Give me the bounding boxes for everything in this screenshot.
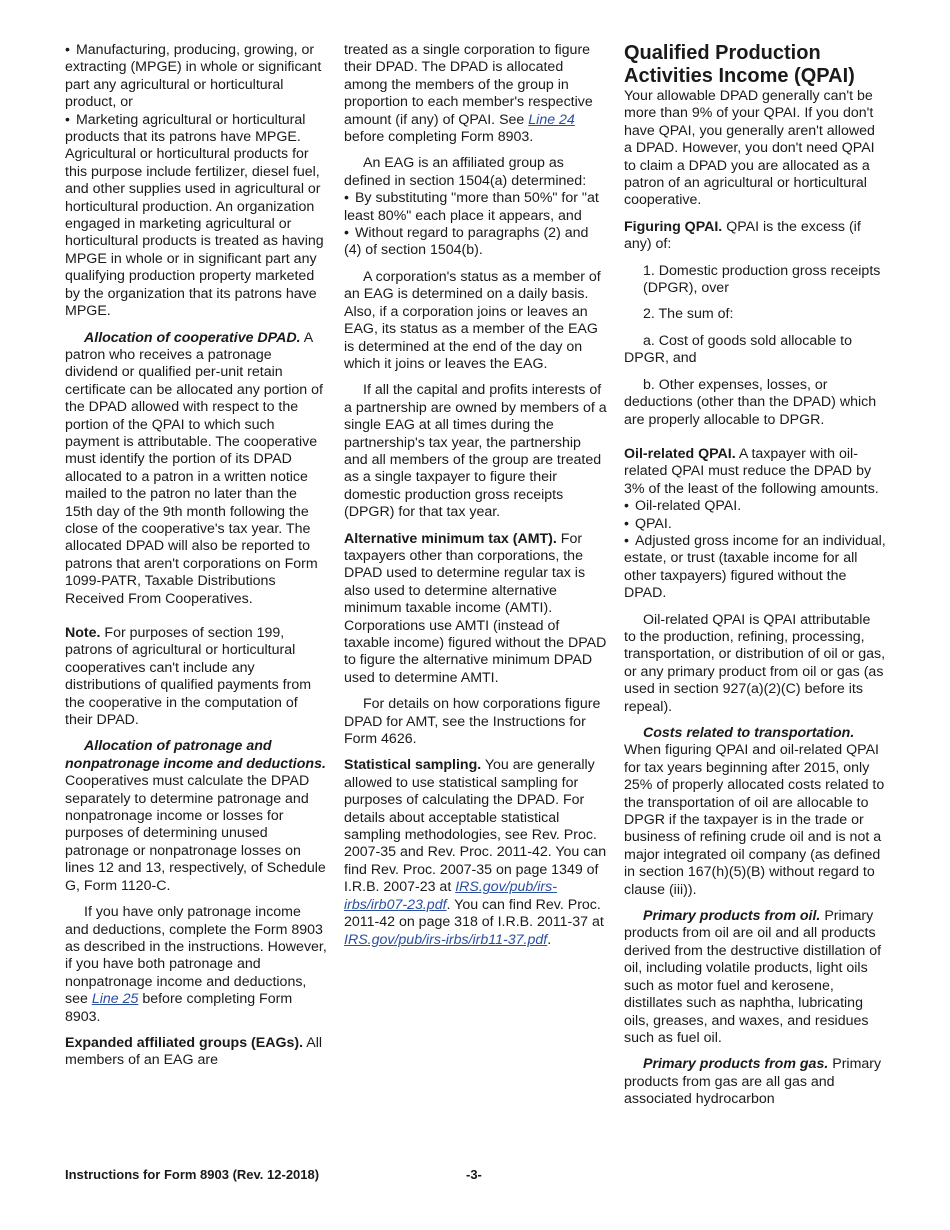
oil-related-definition-paragraph: Oil-related QPAI is QPAI attributable to the production, refining, processing, transportation, or distribution of oil or gas, or any primary product from oil or gas (as used in section 927(a)(2)(C) before its repeal). xyxy=(624,611,886,715)
primary-products-gas-heading: Primary products from gas. xyxy=(643,1056,829,1073)
oil-related-qpai-paragraph xyxy=(624,446,886,498)
note-paragraph xyxy=(65,625,327,729)
primary-products-oil-heading: Primary products from oil. xyxy=(643,908,821,925)
primary-products-gas-text: Primary products from gas are all gas and associated hydrocarbon xyxy=(624,1056,882,1108)
bullet-mpge: • Manufacturing, producing, growing, or extracting (MPGE) in whole or significant part any agricultural or horticultural product, or xyxy=(65,42,327,112)
figuring-qpai-text: QPAI is the excess (if any) of: xyxy=(624,218,861,253)
corporation-status-paragraph: A corporation's status as a member of an EAG is determined on a daily basis. Also, if a corporation joins or leaves an EAG, its status as a member of the EAG is determined at the end of the day on which it joins or leaves the EAG. xyxy=(344,268,601,372)
transportation-costs-text: When figuring QPAI and oil-related QPAI for tax years beginning after 2015, only 25% of properly allocated costs related to the transportation of oil are allocable to DPGR if the taxpayer is in the trade or business of refining crude oil and is not a major integrated oil company (as defined in section 167(h)(5)(B) without regard to clause (iii)). xyxy=(624,742,885,898)
column-3 xyxy=(624,42,886,1109)
primary-products-gas-paragraph xyxy=(624,1056,886,1108)
allocation-cooperative-paragraph xyxy=(65,330,327,609)
statistical-sampling-heading: Statistical sampling. xyxy=(344,757,482,774)
irb11-37-link[interactable]: IRS.gov/pub/irs-irbs/irb11-37.pdf xyxy=(344,931,548,948)
amt-text: For taxpayers other than corporations, the DPAD used to determine regular tax is also used to determine alternative minimum taxable income (AMTI). Corporations use AMTI (instead of taxable income) figured without the DPAD to figure the alternative minimum DPAD used to determine AMTI. xyxy=(344,530,607,686)
eag-paragraph xyxy=(65,1035,327,1070)
oil-related-qpai-heading: Oil-related QPAI. xyxy=(624,445,736,462)
list-item-b: b. Other expenses, losses, or deductions (other than the DPAD) which are properly allocable to DPGR. xyxy=(624,376,877,428)
transportation-costs-paragraph xyxy=(624,725,886,899)
line-24-link[interactable]: Line 24 xyxy=(528,111,575,128)
figuring-qpai-heading: Figuring QPAI. xyxy=(624,218,723,235)
patronage-only-paragraph xyxy=(65,904,327,1026)
note-heading: Note. xyxy=(65,625,101,641)
list-item-a: a. Cost of goods sold allocable to DPGR, and xyxy=(624,332,853,367)
statistical-sampling-text: You are generally allowed to use statistical sampling for purposes of calculating the DPAD. For details about acceptable statistical sampling methodologies, see Rev. Proc. 2007-35 and Rev. Proc. 2011-42. You can find Rev. Proc. 2007-35 on page 1349 of I.R.B. 2007-23 at xyxy=(344,757,607,896)
irb07-23-link[interactable]: IRS.gov/pub/irs-irbs/irb07-23.pdf xyxy=(344,879,557,913)
statistical-sampling-paragraph xyxy=(344,757,608,948)
allocation-patronage-text: Cooperatives must calculate the DPAD separately to determine patronage and nonpatronage income or losses for purposes of determining unused patronage or nonpatronage losses on lines 12 and 13, respectively, of Schedule G, Form 1120-C. xyxy=(65,773,326,894)
note-text: For purposes of section 199, patrons of agricultural or horticultural cooperatives can't include any distributions of qualified payments from the cooperative in the computation of their DPAD. xyxy=(65,625,312,729)
oil-related-qpai-text: A taxpayer with oil-related QPAI must reduce the DPAD by 3% of the least of the following amounts. xyxy=(624,445,879,497)
partnership-paragraph: If all the capital and profits interests of a partnership are owned by members of a single EAG at all times during the partnership's tax year, the partnership and all members of the group are treated as a single taxpayer to figure their domestic production gross receipts (DPGR) for that tax year. xyxy=(344,382,607,521)
page-number: -3- xyxy=(466,1167,482,1182)
eag-heading: Expanded affiliated groups (EAGs). xyxy=(65,1034,304,1051)
statistical-sampling-mid: . You can find Rev. Proc. 2011-42 on page 318 of I.R.B. 2011-37 at xyxy=(344,896,604,931)
bullet-adjusted-gross-income: • Adjusted gross income for an individual, estate, or trust (taxable income for all other taxpayers) figured without the DPAD. xyxy=(624,533,886,603)
amt-paragraph xyxy=(344,531,608,688)
qpai-intro-paragraph: Your allowable DPAD generally can't be more than 9% of your QPAI. If you don't have QPAI, you generally aren't allowed a DPAD. However, you don't need QPAI to claim a DPAD you are allocated as a patron of an agricultural or horticultural cooperative. xyxy=(624,88,875,209)
primary-products-oil-paragraph xyxy=(624,908,886,1047)
line-25-link[interactable]: Line 25 xyxy=(91,991,139,1008)
ag-products-paragraph: Agricultural or horticultural products for this purpose include fertilizer, diesel fuel, and other supplies used in agricultural or horticultural production. An organization engaged in marketing agricultural or horticultural products is treated as having MPGE in whole or in significant part any qualifying production property marketed by the organization that its patrons have MPGE. xyxy=(65,146,324,320)
allocation-cooperative-heading: Allocation of cooperative DPAD. xyxy=(84,329,301,346)
qpai-section-title: Qualified Production Activities Income (QPAI) xyxy=(624,42,855,87)
bullet-oil-related-qpai: • Oil-related QPAI. xyxy=(624,498,886,515)
eag-continued-paragraph xyxy=(344,42,608,146)
allocation-patronage-heading: Allocation of patronage and nonpatronage income and deductions. xyxy=(65,738,326,772)
transportation-costs-heading: Costs related to transportation. xyxy=(643,725,855,741)
patronage-only-text: If you have only patronage income and deductions, complete the Form 8903 as described in the instructions. However, if you have both patronage and nonpatronage income and deductions, see xyxy=(65,904,327,1008)
eag-continued-text-end: before completing Form 8903. xyxy=(344,129,534,146)
bullet-marketing: • Marketing agricultural or horticultural products that its patrons have MPGE. xyxy=(65,112,327,147)
footer-form-title: Instructions for Form 8903 (Rev. 12-2018) xyxy=(65,1167,320,1182)
eag-definition-paragraph: An EAG is an affiliated group as defined in section 1504(a) determined: xyxy=(344,155,587,189)
bullet-without-regard: • Without regard to paragraphs (2) and (4) of section 1504(b). xyxy=(344,225,608,260)
allocation-cooperative-text: A patron who receives a patronage dividend or qualified per-unit retain certificate can be allocated any portion of the DPAD allowed with respect to the portion of the QPAI to which such payment is attributable. The cooperative must identify the portion of its DPAD allocated to a patron in a written notice mailed to the patron no later than the 15th day of the 9th month following the close of the cooperative's tax year. The allocated DPAD will also be reported to patrons that aren't corporations on Form 1099-PATR, Taxable Distributions Received From Cooperatives. xyxy=(65,329,323,607)
eag-text: All members of an EAG are xyxy=(65,1034,323,1069)
list-item-2: 2. The sum of: xyxy=(643,306,734,323)
figuring-qpai-paragraph xyxy=(624,219,886,254)
bullet-qpai: • QPAI. xyxy=(624,516,886,533)
allocation-patronage-paragraph xyxy=(65,738,327,895)
list-item-1: 1. Domestic production gross receipts (DPGR), over xyxy=(643,262,881,297)
statistical-sampling-end: . xyxy=(547,931,552,948)
column-2 xyxy=(344,42,608,949)
patronage-only-text-end: before completing Form 8903. xyxy=(65,991,293,1025)
amt-details-paragraph: For details on how corporations figure DPAD for AMT, see the Instructions for Form 4626. xyxy=(344,696,601,748)
column-1 xyxy=(65,42,327,1070)
eag-continued-text: treated as a single corporation to figure their DPAD. The DPAD is allocated among the members of the group in proportion to each member's respective amount (if any) of QPAI. See xyxy=(344,42,593,128)
bullet-more-than-50: • By substituting "more than 50%" for "at least 80%" each place it appears, and xyxy=(344,190,608,225)
amt-heading: Alternative minimum tax (AMT). xyxy=(344,530,557,547)
primary-products-oil-text: Primary products from oil are oil and all products derived from the destructive distillation of oil, including volatile products, light oils such as motor fuel and kerosene, distillates such as naphtha, lubricating oils, greases, and waxes, and residues such as fuel oil. xyxy=(624,908,882,1046)
